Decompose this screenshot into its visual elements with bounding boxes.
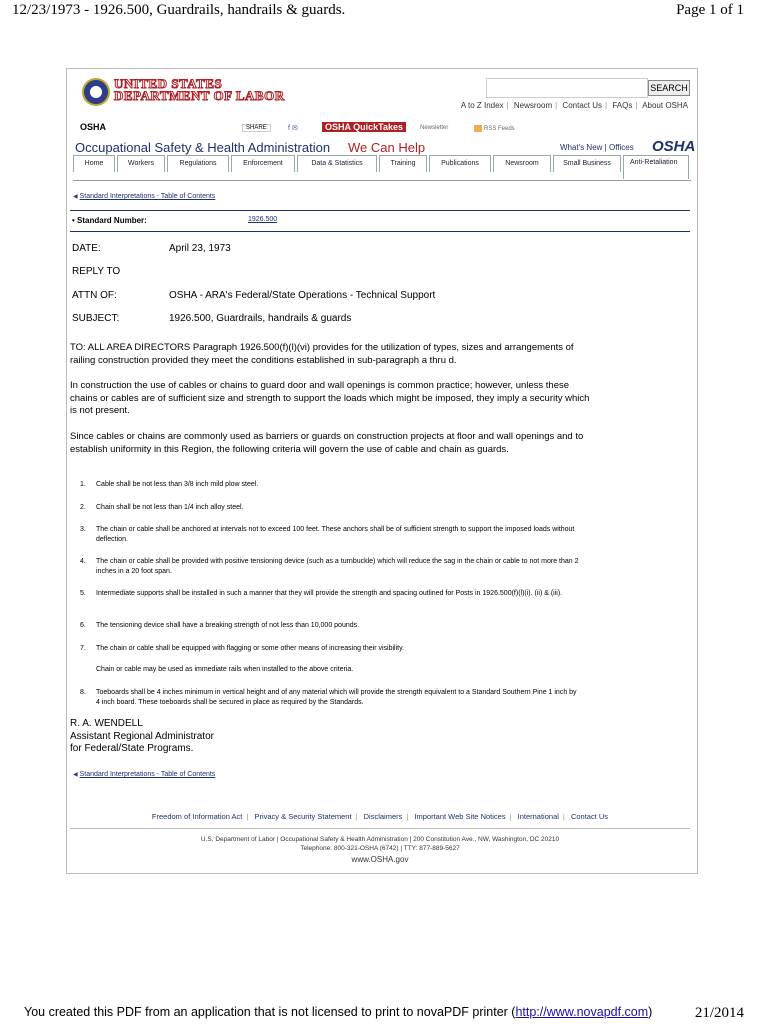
signature-title: Assistant Regional Administrator [70,730,214,742]
criteria-item: 5. Intermediate supports shall be installed in such a manner that they will provide the strength and spacing outlined for Posts in 1926.500(f)(l)(i). (ii) & (iii). [80,590,563,597]
novapdf-link[interactable]: http://www.novapdf.com [515,1005,649,1019]
signature-name: R. A. WENDELL [70,718,143,729]
nav-enforcement[interactable]: Enforcement [231,155,295,172]
print-header-page: Page 1 of 1 [676,2,744,18]
criteria-item: 4. The chain or cable shall be provided with positive tensioning device (such as a turnbuckle) which will reduce the sag in the chain or cable to not more than 2 inches in a 20 foot span. [80,558,579,575]
criteria-item: 1. Cable shall be not less than 3/8 inch mild plow steel. [80,481,259,488]
nav-training[interactable]: Training [379,155,427,172]
whats-new-offices: What's New | Offices [560,143,634,152]
criteria-item: 6. The tensioning device shall have a breaking strength of not less than 10,000 pounds. [80,622,360,629]
dol-wordmark-line1: UNITED STATES [114,76,223,91]
footer-address-line1: U.S. Department of Labor | Occupational Safety & Health Administration | 200 Constitution Ave., NW, Washington, DC 20210 [200,836,560,843]
nav-publications[interactable]: Publications [429,155,491,172]
footer-link-notices[interactable]: Important Web Site Notices [414,812,506,821]
criteria-item: 7. The chain or cable shall be equipped with flagging or some other means of increasing their visibility. [80,645,405,652]
rss-feeds-link[interactable]: RSS Feeds [474,125,515,132]
we-can-help-link[interactable]: We Can Help [348,140,426,155]
agency-title[interactable]: Occupational Safety & Health Administration [75,140,331,155]
newsletter-link[interactable]: Newsletter [420,125,449,131]
criteria-item: 2. Chain shall be not less than 1/4 inch alloy steel. [80,504,244,511]
dol-seal-icon[interactable] [82,78,110,106]
nav-home[interactable]: Home [73,155,115,172]
novapdf-close: ) [648,1005,653,1019]
standard-number-label: • Standard Number: [72,216,147,225]
dol-wordmark[interactable] [114,78,285,102]
share-button[interactable]: SHARE [242,124,271,132]
standard-rule-bottom [70,231,690,232]
top-link-newsroom[interactable]: Newsroom [513,101,553,110]
nav-anti-retaliation[interactable]: Anti-Retaliation [623,155,689,179]
search-input[interactable] [486,78,648,98]
top-links: A to Z Index | Newsroom | Contact Us | FAQs | About OSHA [460,101,688,110]
footer-link-disclaimers[interactable]: Disclaimers [363,812,403,821]
memo-date-label: DATE: [72,243,101,254]
paragraph-2: In construction the use of cables or chains to guard door and wall openings is common practice; however, unless these chains or cables are of sufficient size and strength to support the loads which might be imposed, they imply a security which is not present. [70,380,590,416]
back-to-toc-link-bottom[interactable]: ◀ Standard Interpretations - Table of Contents [73,771,215,778]
footer-link-international[interactable]: International [517,812,559,821]
memo-attn: OSHA - ARA's Federal/State Operations - Technical Support [169,290,436,301]
nav-rule [73,180,691,181]
signature-block [70,718,214,756]
footer-links: Freedom of Information Act | Privacy & Security Statement | Disclaimers | Important Web Site Notices | International | Contact Us [151,812,609,821]
quicktakes-link[interactable]: OSHA QuickTakes [322,122,406,132]
nav-data-statistics[interactable]: Data & Statistics [297,155,377,172]
osha-logo[interactable]: OSHA [652,138,696,155]
standard-rule-top [70,210,690,211]
offices-link[interactable]: Offices [608,143,634,152]
paragraph-1: TO: ALL AREA DIRECTORS Paragraph 1926.500(f)(l)(vi) provides for the utilization of types, sizes and arrangements of railing construction provided they meet the conditions established in sub-paragraph a thru d. [70,342,574,366]
footer-link-contact[interactable]: Contact Us [570,812,609,821]
nav-newsroom[interactable]: Newsroom [493,155,551,172]
top-link-a-to-z[interactable]: A to Z Index [460,101,504,110]
print-header-title: 12/23/1973 - 1926.500, Guardrails, handrails & guards. [12,2,346,18]
memo-subject-label: SUBJECT: [72,313,120,324]
footer-address-line2: Telephone: 800-321-OSHA (6742) | TTY: 877-889-5627 [300,845,460,852]
criteria-note: Chain or cable may be used as immediate rails when installed to the above criteria. [96,666,354,673]
memo-reply-label: REPLY TO [72,266,121,277]
search-button[interactable]: SEARCH [648,80,690,96]
novapdf-text: You created this PDF from an application that is not licensed to print to novaPDF printer ( [24,1005,516,1019]
criteria-item: 8. Toeboards shall be 4 inches minimum in vertical height and of any material which will provide the strength equivalent to a Standard Southern Pine 1 inch by 4 inch board. These toeboards shall be secured in place as required by the Standards. [80,689,577,706]
nav-regulations[interactable]: Regulations [167,155,229,172]
top-link-contact[interactable]: Contact Us [562,101,602,110]
paragraph-3: Since cables or chains are commonly used as barriers or guards on construction projects at floor and wall openings and to establish uniformity in this Region, the following criteria will govern the use of cable and chain as guards. [70,431,584,455]
top-link-about[interactable]: About OSHA [642,101,688,110]
footer-link-foia[interactable]: Freedom of Information Act [151,812,243,821]
criteria-item: 3. The chain or cable shall be anchored at intervals not to exceed 100 feet. These anchors shall be of sufficient strength to support the imposed loads without deflection. [80,526,575,543]
back-to-toc-link-top[interactable]: ◀ Standard Interpretations - Table of Contents [73,193,215,200]
footer-rule [70,828,690,829]
whats-new-link[interactable]: What's New [560,143,603,152]
nav-workers[interactable]: Workers [117,155,165,172]
footer-link-privacy[interactable]: Privacy & Security Statement [254,812,352,821]
social-icons[interactable]: f ✉ [288,125,298,132]
nav-small-business[interactable]: Small Business [553,155,621,172]
dol-wordmark-line2: DEPARTMENT OF LABOR [114,88,285,103]
print-footer-date: 21/2014 [694,1005,744,1021]
novapdf-notice [24,1005,652,1019]
signature-program: for Federal/State Programs. [70,743,194,754]
top-link-faqs[interactable]: FAQs [612,101,633,110]
osha-label: OSHA [80,122,107,132]
footer-address [70,835,690,853]
memo-attn-label: ATTN OF: [72,290,117,301]
memo-subject: 1926.500, Guardrails, handrails & guards [169,313,352,324]
standard-number-link[interactable]: 1926.500 [248,216,278,223]
footer-www-link[interactable]: www.OSHA.gov [351,855,409,864]
memo-date: April 23, 1973 [169,243,231,254]
